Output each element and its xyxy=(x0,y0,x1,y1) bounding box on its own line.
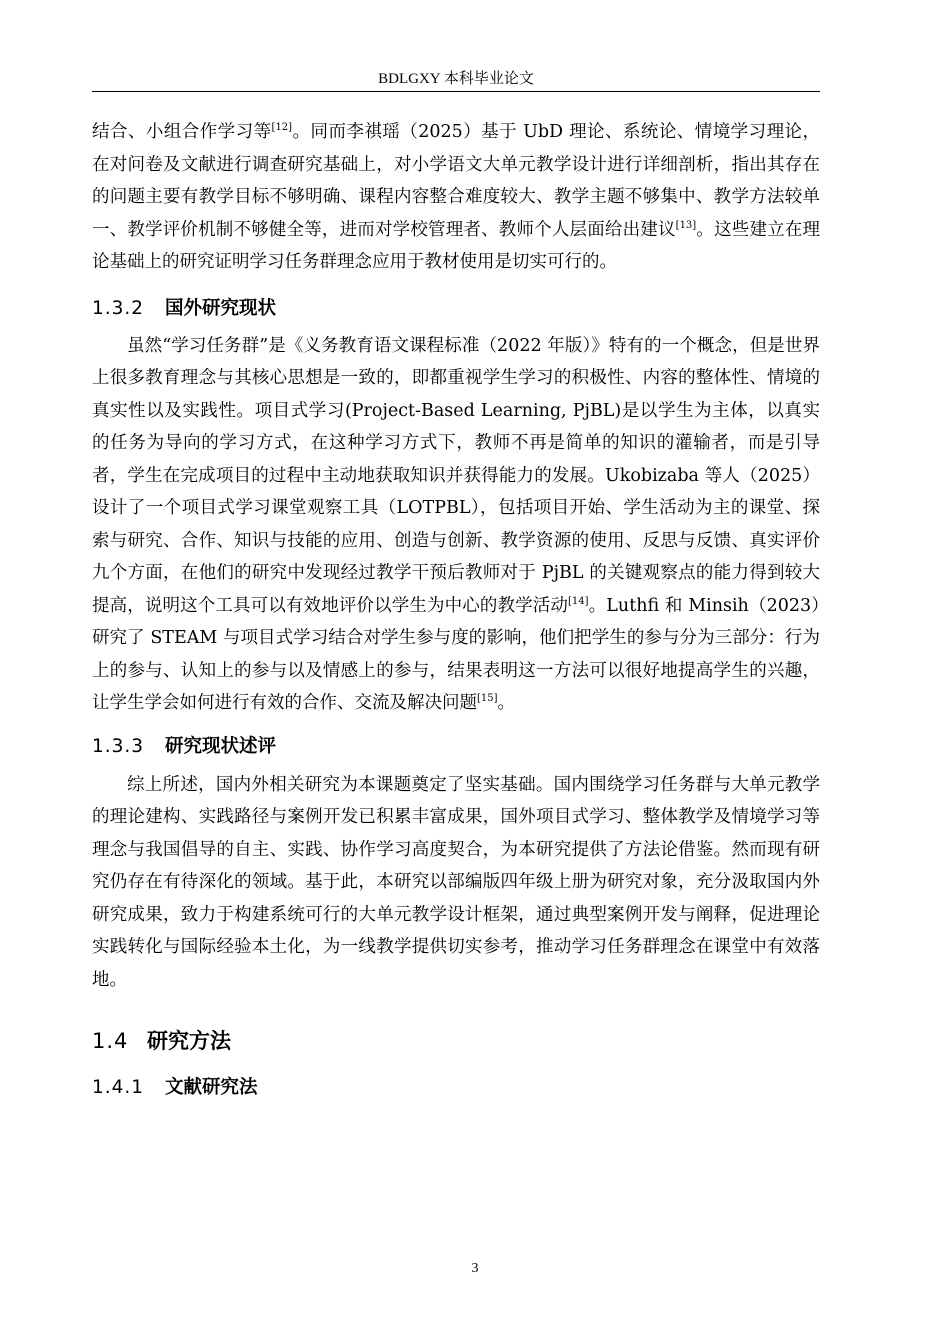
citation-14: [14] xyxy=(568,595,589,607)
header-rule xyxy=(92,91,820,92)
section-number: 1.4.1 xyxy=(92,1077,145,1098)
section-number: 1.4 xyxy=(92,1029,129,1053)
section-heading-1-3-2 xyxy=(92,294,820,324)
section-number: 1.3.3 xyxy=(92,735,145,757)
running-header: BDLGXY 本科毕业论文 xyxy=(378,71,534,87)
paragraph-research-review: 综上所述，国内外相关研究为本课题奠定了坚实基础。国内围绕学习任务群与大单元教学的理论建构、实践路径与案例开发已积累丰富成果，国外项目式学习、整体教学及情境学习等理念与我国倡导的自主、实践、协作学习高度契合，为本研究提供了方法论借鉴。然而现有研究仍存在有待深化的领域。基于此，本研究以部编版四年级上册为研究对象，充分汲取国内外研究成果，致力于构建系统可行的大单元教学设计框架，通过典型案例开发与阐释，促进理论实践转化与国际经验本土化，为一线教学提供切实参考，推动学习任务群理念在课堂中有效落地。 xyxy=(92,774,820,990)
paragraph-domestic-research-end: 结合、小组合作学习等[12]。同而李祺瑶（2025）基于 UbD 理论、系统论、情境学习理论，在对问卷及文献进行调查研究基础上，对小学语文大单元教学设计进行详细剖析，指出其存在的问题主要有教学目标不够明确、课程内容整合难度较大、教学主题不够集中、教学方法较单一、教学评价机制不够健全等，进而对学校管理者、教师个人层面给出建议[13]。这些建立在理论基础上的研究证明学习任务群理念应用于教材使用是切实可行的。 xyxy=(92,122,821,272)
section-title: 研究方法 xyxy=(147,1029,231,1053)
page-body xyxy=(92,116,820,1103)
section-title: 文献研究法 xyxy=(165,1077,258,1098)
paragraph-foreign-research: 虽然“学习任务群”是《义务教育语文课程标准（2022 年版）》特有的一个概念，但是世界上很多教育理念与其核心思想是一致的，即都重视学生学习的积极性、内容的整体性、情境的真实性以及实践性。项目式学习(Project-Based Learning, PjBL)是以学生为主体，以真实的任务为导向的学习方式，在这种学习方式下，教师不再是简单的知识的灌输者，而是引导者，学生在完成项目的过程中主动地获取知识并获得能力的发展。Ukobizaba 等人（2025）设计了一个项目式学习课堂观察工具（LOTPBL），包括项目开始、学生活动为主的课堂、探索与研究、合作、知识与技能的应用、创造与创新、教学资源的使用、反思与反馈、真实评价九个方面，在他们的研究中发现经过教学干预后教师对于 PjBL 的关键观察点的能力得到较大提高，说明这个工具可以有效地评价以学生为中心的教学活动[14]。Luthfi 和 Minsih（2023）研究了 STEAM 与项目式学习结合对学生参与度的影响，他们把学生的参与分为三部分：行为上的参与、认知上的参与以及情感上的参与，结果表明这一方法可以很好地提高学生的兴趣，让学生学会如何进行有效的合作、交流及解决问题[15]。 xyxy=(92,335,821,713)
section-title: 国外研究现状 xyxy=(165,297,277,319)
citation-13: [13] xyxy=(675,219,697,231)
section-title: 研究现状述评 xyxy=(165,735,277,757)
section-heading-1-4-1 xyxy=(92,1073,820,1103)
section-heading-1-4 xyxy=(92,1024,820,1058)
citation-12: [12] xyxy=(271,122,293,133)
page-number: 3 xyxy=(471,1261,479,1276)
section-number: 1.3.2 xyxy=(92,297,145,319)
citation-15: [15] xyxy=(477,693,498,704)
section-heading-1-3-3 xyxy=(92,732,820,762)
